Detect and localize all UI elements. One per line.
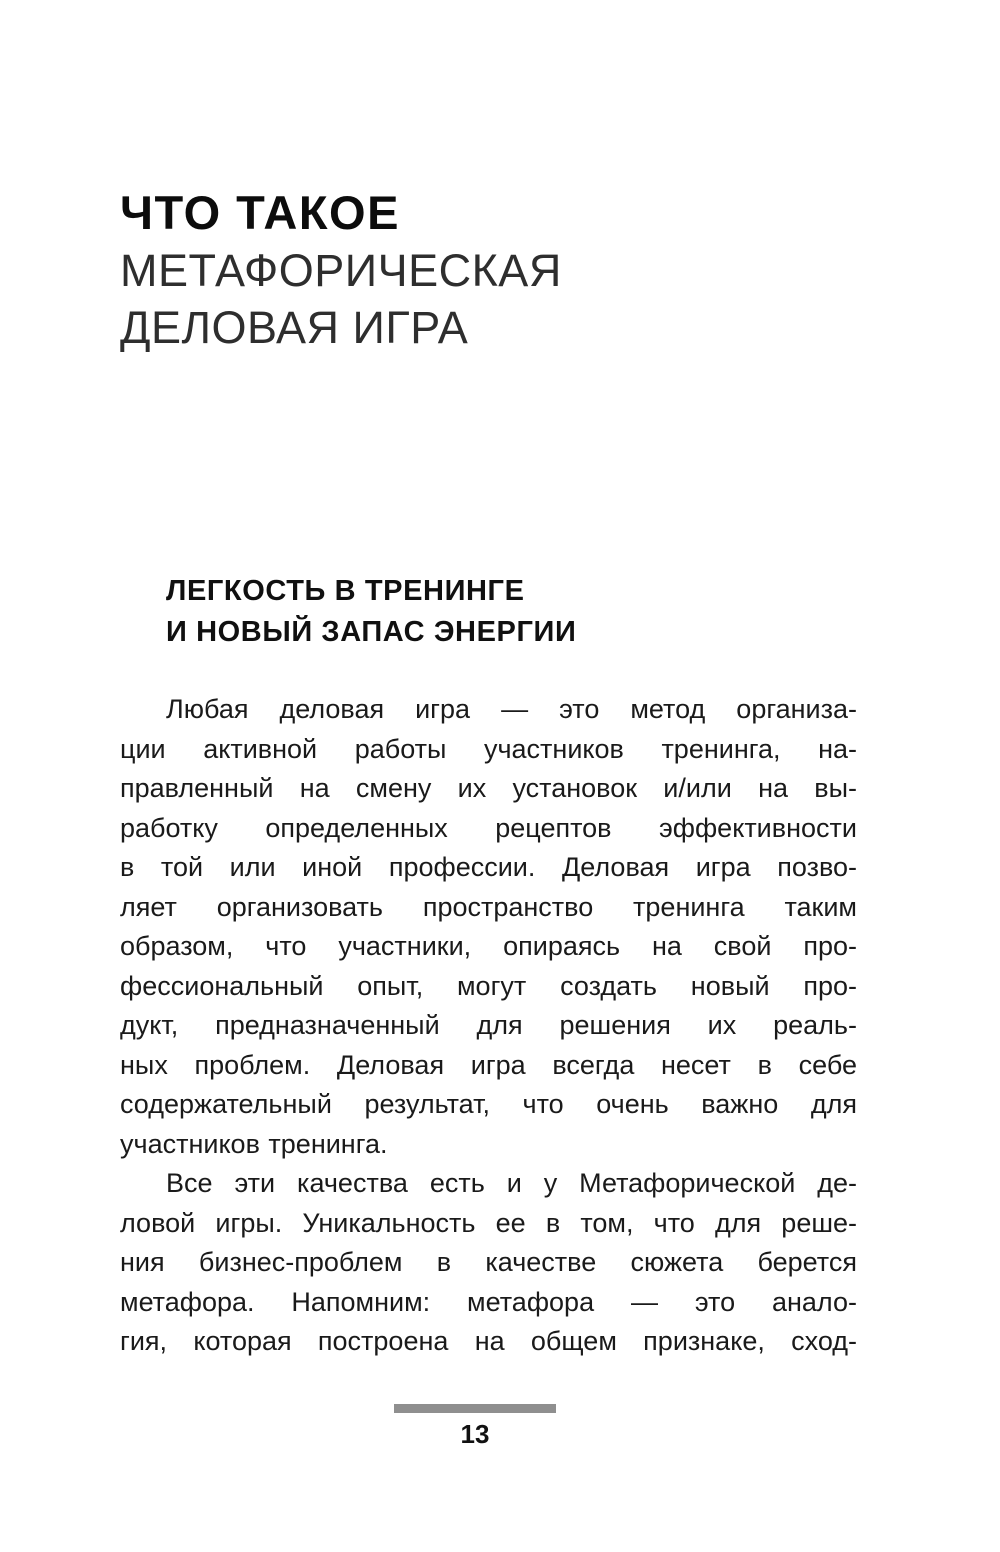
body-line: ния бизнес-проблем в качестве сюжета берется bbox=[120, 1247, 857, 1277]
body-line: дукт, предназначенный для решения их реаль- bbox=[120, 1010, 857, 1040]
chapter-title-line-2: МЕТАФОРИЧЕСКАЯ bbox=[120, 245, 562, 296]
chapter-title-line-1: ЧТО ТАКОЕ bbox=[120, 186, 400, 239]
body-line: содержательный результат, что очень важно для bbox=[120, 1089, 857, 1119]
body-line: образом, что участники, опираясь на свой про- bbox=[120, 931, 857, 961]
body-line: гия, которая построена на общем признаке, сход- bbox=[120, 1326, 857, 1356]
paragraph-1 bbox=[120, 690, 857, 1164]
section-heading bbox=[166, 571, 576, 653]
section-heading-line-1: ЛЕГКОСТЬ В ТРЕНИНГЕ bbox=[166, 575, 525, 607]
body-line: Любая деловая игра — это метод организа- bbox=[166, 694, 857, 724]
body-line: фессиональный опыт, могут создать новый про- bbox=[120, 970, 857, 1001]
body-line: ции активной работы участников тренинга, на- bbox=[120, 733, 857, 764]
body-line: участников тренинга. bbox=[120, 1128, 388, 1159]
body-line: в той или иной профессии. Деловая игра позво- bbox=[120, 852, 857, 882]
page-number: 13 bbox=[460, 1419, 490, 1449]
section-heading-line-2: И НОВЫЙ ЗАПАС ЭНЕРГИИ bbox=[166, 616, 577, 648]
body-line: ляет организовать пространство тренинга таким bbox=[120, 891, 857, 922]
footer-divider bbox=[394, 1404, 556, 1413]
body-line: Все эти качества есть и у Метафорической де- bbox=[166, 1168, 857, 1198]
body-text bbox=[120, 690, 857, 1362]
paragraph-2 bbox=[120, 1164, 857, 1362]
body-line: ловой игры. Уникальность ее в том, что для реше- bbox=[120, 1207, 857, 1238]
chapter-title bbox=[120, 184, 562, 356]
body-line: работку определенных рецептов эффективности bbox=[120, 812, 857, 843]
body-line: правленный на смену их установок и/или на вы- bbox=[120, 773, 857, 803]
chapter-title-line-3: ДЕЛОВАЯ ИГРА bbox=[120, 302, 469, 353]
body-line: метафора. Напомним: метафора — это анало- bbox=[120, 1286, 857, 1317]
body-line: ных проблем. Деловая игра всегда несет в себе bbox=[120, 1049, 857, 1080]
